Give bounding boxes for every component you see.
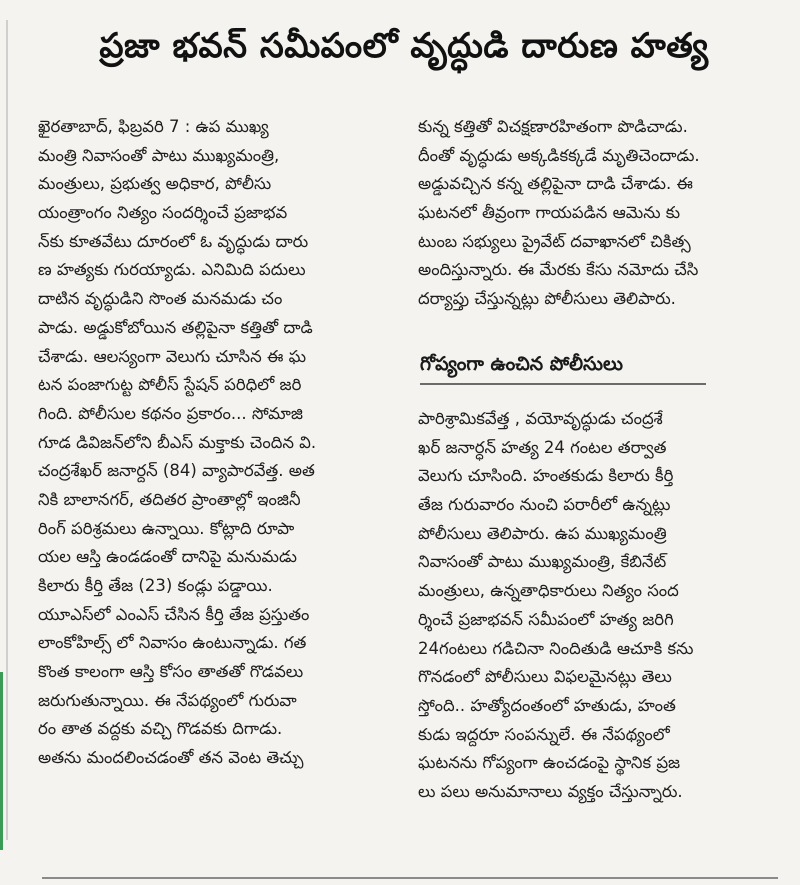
body-line: కిలారు కీర్తి తేజ (23) కండ్లు పడ్డాయి. [38, 576, 273, 595]
body-line: అందిస్తున్నారు. ఈ మేరకు కేసు నమోదు చేసి [418, 260, 699, 280]
body-line: యూఎస్‌లో ఎంఎస్ చేసిన కీర్తి తేజ ప్రస్తుతం [38, 604, 310, 624]
body-line: పారిశ్రామికవేత్త , వయోవృద్ధుడు చంద్రశే [418, 409, 663, 428]
body-line: పాడు. అడ్డుకోబోయిన తల్లిపైనా కత్తితో దాడి [38, 317, 313, 337]
body-line: కొంత కాలంగా ఆస్తి కోసం తాతతో గొడవలు [38, 662, 304, 682]
article-right-column-bottom [418, 405, 770, 807]
body-line: గింది. పోలీసుల కథనం ప్రకారం... సోమాజి [38, 403, 303, 423]
body-line: అతను మందలించడంతో తన వెంట తెచ్చు [38, 748, 304, 768]
body-line: ర్శించే ప్రజాభవన్ సమీపంలో హత్య జరిగి [418, 609, 674, 629]
body-line: ఖర్ జనార్ధన్ హత్య 24 గంటల తర్వాత [418, 437, 667, 457]
article-left-column [38, 113, 390, 773]
article-right-column-top [418, 113, 770, 314]
body-line: న్‌కు కూతవేటు దూరంలో ఓ వృద్ధుడు దారు [38, 231, 309, 251]
body-line: దర్యాప్తు చేస్తున్నట్లు పోలీసులు తెలిపారు. [418, 289, 676, 309]
body-line: రింగ్ పరిశ్రమలు ఉన్నాయి. కోట్లాది రూపా [38, 518, 295, 538]
body-line: మంత్రులు, ప్రభుత్వ అధికార, పోలీసు [38, 174, 272, 194]
body-line: కున్న కత్తితో విచక్షణారహితంగా పొడిచాడు. [418, 117, 688, 136]
body-line: నికి బాలానగర్, తదితర ప్రాంతాల్లో ఇంజినీ [38, 489, 301, 509]
body-line: యల ఆస్తి ఉండడంతో దానిపై మనుమడు [38, 547, 297, 567]
article-subheading: గోప్యంగా ఉంచిన పోలీసులు [420, 353, 623, 375]
body-line: 24గంటలు గడిచినా నిందితుడి ఆచూకి కను [418, 638, 694, 658]
body-line: మంత్రులు, ఉన్నతాధికారులు నిత్యం సంద [418, 581, 679, 601]
body-line: ఘటనను గోప్యంగా ఉంచడంపై స్థానిక ప్రజ [418, 753, 681, 773]
body-line: దాటిన వృద్ధుడిని సొంత మనమడు చం [38, 289, 283, 309]
body-line: అడ్డువచ్చిన కన్న తల్లిపైనా దాడి చేశాడు. ఈ [418, 174, 693, 194]
body-line: లు పలు అనుమానాలు వ్యక్తం చేస్తున్నారు. [418, 781, 683, 801]
body-line: పోలీసులు తెలిపారు. ఉప ముఖ్యమంత్రి [418, 523, 667, 543]
body-line: వెలుగు చూసింది. హంతకుడు కిలారు కీర్తి [418, 466, 674, 486]
body-line: టన పంజాగుట్ట పోలీస్ స్టేషన్ పరిధిలో జరి [38, 375, 302, 395]
body-line: టుంబ సభ్యులు ప్రైవేట్ దవాఖానలో చికిత్స [418, 231, 691, 251]
bottom-rule [42, 877, 778, 879]
body-line: కుడు ఇద్దరూ సంపన్నులే. ఈ నేపథ్యంలో [418, 724, 670, 744]
subheading-underline [420, 383, 706, 385]
body-line: తేజ గురువారం నుంచి పరారీలో ఉన్నట్లు [418, 495, 671, 515]
body-line: గూడ డివిజన్‌లోని బీఎస్ మక్తాకు చెందిన వి. [38, 432, 317, 452]
body-line: రం తాత వద్దకు వచ్చి గొడవకు దిగాడు. [38, 719, 283, 739]
body-line: జరుగుతున్నాయి. ఈ నేపథ్యంలో గురువా [38, 690, 297, 710]
body-line: ఘటనలో తీవ్రంగా గాయపడిన ఆమెను కు [418, 203, 681, 223]
side-accent-bar [0, 672, 3, 850]
body-line: మంత్రి నివాసంతో పాటు ముఖ్యమంత్రి, [38, 145, 280, 165]
body-line: గొనడంలో పోలీసులు విఫలమైనట్లు తెలు [418, 667, 672, 687]
body-line: ఖైరతాబాద్, ఫిబ్రవరి 7 : ఉప ముఖ్య [38, 117, 269, 136]
article-headline: ప్రజా భవన్ సమీపంలో వృద్ధుడి దారుణ హత్య [99, 26, 709, 66]
subheading-block [420, 349, 710, 385]
body-line: నివాసంతో పాటు ముఖ్యమంత్రి, కేబినేట్ [418, 552, 667, 572]
body-line: చంద్రశేఖర్ జనార్దన్ (84) వ్యాపారవేత్త. అత [38, 461, 315, 481]
body-line: దీంతో వృద్ధుడు అక్కడికక్కడే మృతిచెందాడు. [418, 145, 700, 165]
body-line: లాంకోహిల్స్ లో నివాసం ఉంటున్నాడు. గత [38, 633, 307, 653]
body-line: చేశాడు. ఆలస్యంగా వెలుగు చూసిన ఈ ఘ [38, 346, 307, 366]
body-line: ణ హత్యకు గురయ్యాడు. ఎనిమిది పదులు [38, 260, 306, 280]
body-line: యంత్రాంగం నిత్యం సందర్శించే ప్రజాభవ [38, 203, 288, 223]
body-line: స్తోంది.. హత్యోదంతంలో హతుడు, హంత [418, 695, 676, 715]
left-margin-rule [6, 20, 8, 840]
